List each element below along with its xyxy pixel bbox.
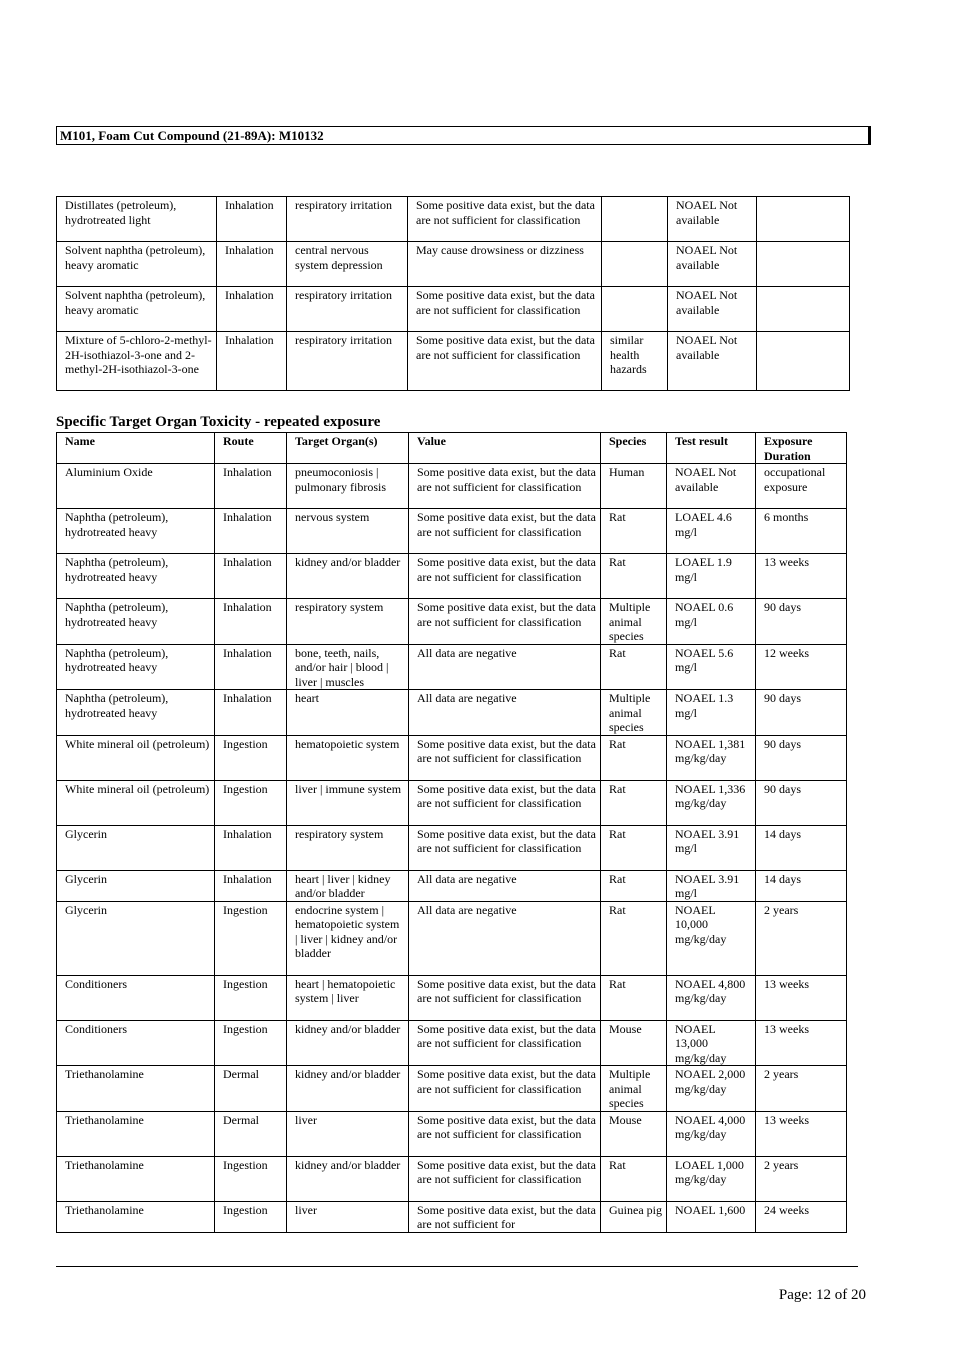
cell-result: NOAEL 0.6 mg/l <box>667 599 756 645</box>
cell-route: Inhalation <box>215 509 287 554</box>
repeated-exposure-table <box>56 432 847 1233</box>
cell-organ: heart | liver | kidney and/or bladder <box>287 870 409 901</box>
table-row <box>57 870 847 901</box>
cell-route: Ingestion <box>215 1201 287 1232</box>
cell-name: Glycerin <box>57 901 215 975</box>
cell-organ: liver <box>287 1111 409 1156</box>
cell-name: Solvent naphtha (petroleum), heavy aromatic <box>57 287 217 332</box>
cell-organ: endocrine system | hematopoietic system | liver | kidney and/or bladder <box>287 901 409 975</box>
cell-value: All data are negative <box>409 901 601 975</box>
cell-duration <box>757 242 850 287</box>
cell-name: Conditioners <box>57 1020 215 1066</box>
table-row <box>57 599 847 645</box>
cell-duration: 13 weeks <box>756 1111 847 1156</box>
cell-name: Naphtha (petroleum), hydrotreated heavy <box>57 690 215 736</box>
cell-result: NOAEL 2,000 mg/kg/day <box>667 1066 756 1112</box>
cell-species: Multiple animal species <box>601 599 667 645</box>
cell-name: Glycerin <box>57 870 215 901</box>
cell-duration: occupational exposure <box>756 464 847 509</box>
cell-result: NOAEL 13,000 mg/kg/day <box>667 1020 756 1066</box>
table-header-row <box>57 433 847 464</box>
cell-name: Conditioners <box>57 975 215 1020</box>
cell-value: Some positive data exist, but the data are not sufficient for classification <box>409 509 601 554</box>
cell-species: Rat <box>601 825 667 870</box>
cell-name: Triethanolamine <box>57 1156 215 1201</box>
cell-value: May cause drowsiness or dizziness <box>408 242 602 287</box>
cell-route: Inhalation <box>215 825 287 870</box>
header-value: Value <box>409 433 601 464</box>
header-exposure-duration: Exposure Duration <box>756 433 847 464</box>
cell-species <box>602 242 668 287</box>
single-exposure-table-continued <box>56 196 850 391</box>
cell-species: similar health hazards <box>602 332 668 391</box>
cell-organ: respiratory irritation <box>287 287 408 332</box>
cell-duration: 2 years <box>756 901 847 975</box>
cell-name: Naphtha (petroleum), hydrotreated heavy <box>57 554 215 599</box>
cell-duration: 13 weeks <box>756 554 847 599</box>
cell-route: Inhalation <box>215 644 287 690</box>
cell-species: Guinea pig <box>601 1201 667 1232</box>
cell-species: Mouse <box>601 1020 667 1066</box>
cell-route: Inhalation <box>215 690 287 736</box>
cell-name: Naphtha (petroleum), hydrotreated heavy <box>57 509 215 554</box>
cell-route: Dermal <box>215 1111 287 1156</box>
cell-result: NOAEL Not available <box>668 287 757 332</box>
header-name: Name <box>57 433 215 464</box>
cell-value: All data are negative <box>409 870 601 901</box>
header-species: Species <box>601 433 667 464</box>
cell-species: Rat <box>601 509 667 554</box>
table-row <box>57 242 850 287</box>
cell-result: NOAEL 10,000 mg/kg/day <box>667 901 756 975</box>
document-header <box>56 126 871 145</box>
cell-duration: 90 days <box>756 599 847 645</box>
cell-organ: kidney and/or bladder <box>287 1066 409 1112</box>
table-row <box>57 464 847 509</box>
cell-value: Some positive data exist, but the data are not sufficient for classification <box>409 780 601 825</box>
cell-species <box>602 197 668 242</box>
cell-species: Rat <box>601 735 667 780</box>
cell-result: NOAEL 5.6 mg/l <box>667 644 756 690</box>
cell-duration <box>757 332 850 391</box>
cell-value: Some positive data exist, but the data are not sufficient for classification <box>408 332 602 391</box>
cell-species <box>602 287 668 332</box>
table-row <box>57 690 847 736</box>
table-row <box>57 554 847 599</box>
cell-value: All data are negative <box>409 690 601 736</box>
cell-result: NOAEL 4,800 mg/kg/day <box>667 975 756 1020</box>
cell-route: Inhalation <box>217 287 287 332</box>
cell-organ: respiratory irritation <box>287 197 408 242</box>
cell-result: LOAEL 4.6 mg/l <box>667 509 756 554</box>
cell-value: Some positive data exist, but the data are not sufficient for classification <box>409 735 601 780</box>
cell-duration: 90 days <box>756 690 847 736</box>
cell-species: Rat <box>601 870 667 901</box>
cell-route: Dermal <box>215 1066 287 1112</box>
page-number: Page: 12 of 20 <box>778 1287 866 1303</box>
cell-value: Some positive data exist, but the data are not sufficient for classification <box>409 1111 601 1156</box>
cell-organ: hematopoietic system <box>287 735 409 780</box>
cell-duration: 13 weeks <box>756 975 847 1020</box>
cell-name: Triethanolamine <box>57 1111 215 1156</box>
table-row <box>57 644 847 690</box>
table-row <box>57 825 847 870</box>
cell-duration <box>757 287 850 332</box>
cell-duration: 13 weeks <box>756 1020 847 1066</box>
cell-duration <box>757 197 850 242</box>
header-test-result: Test result <box>667 433 756 464</box>
cell-value: Some positive data exist, but the data are not sufficient for classification <box>409 464 601 509</box>
cell-value: Some positive data exist, but the data are not sufficient for classification <box>408 197 602 242</box>
cell-value: Some positive data exist, but the data are not sufficient for <box>409 1201 601 1232</box>
cell-result: NOAEL Not available <box>667 464 756 509</box>
cell-duration: 2 years <box>756 1156 847 1201</box>
cell-species: Rat <box>601 644 667 690</box>
cell-result: NOAEL Not available <box>668 197 757 242</box>
cell-result: LOAEL 1.9 mg/l <box>667 554 756 599</box>
cell-result: NOAEL 1.3 mg/l <box>667 690 756 736</box>
header-target-organs: Target Organ(s) <box>287 433 409 464</box>
cell-result: NOAEL 1,336 mg/kg/day <box>667 780 756 825</box>
cell-route: Ingestion <box>215 1156 287 1201</box>
table-row <box>57 332 850 391</box>
cell-value: Some positive data exist, but the data are not sufficient for classification <box>409 554 601 599</box>
cell-duration: 14 days <box>756 825 847 870</box>
cell-value: Some positive data exist, but the data are not sufficient for classification <box>409 1156 601 1201</box>
table-row <box>57 1156 847 1201</box>
cell-name: Mixture of 5-chloro-2-methyl-2H-isothiazol-3-one and 2-methyl-2H-isothiazol-3-one <box>57 332 217 391</box>
cell-name: Aluminium Oxide <box>57 464 215 509</box>
cell-route: Inhalation <box>215 464 287 509</box>
cell-name: Naphtha (petroleum), hydrotreated heavy <box>57 599 215 645</box>
cell-species: Rat <box>601 554 667 599</box>
cell-species: Multiple animal species <box>601 1066 667 1112</box>
cell-duration: 14 days <box>756 870 847 901</box>
cell-route: Ingestion <box>215 1020 287 1066</box>
cell-organ: nervous system <box>287 509 409 554</box>
table-row <box>57 735 847 780</box>
cell-result: NOAEL 3.91 mg/l <box>667 825 756 870</box>
cell-organ: respiratory irritation <box>287 332 408 391</box>
cell-species: Rat <box>601 975 667 1020</box>
cell-value: Some positive data exist, but the data are not sufficient for classification <box>409 599 601 645</box>
cell-route: Inhalation <box>217 197 287 242</box>
cell-value: Some positive data exist, but the data are not sufficient for classification <box>409 1020 601 1066</box>
cell-result: NOAEL 1,381 mg/kg/day <box>667 735 756 780</box>
cell-organ: central nervous system depression <box>287 242 408 287</box>
cell-duration: 2 years <box>756 1066 847 1112</box>
cell-name: White mineral oil (petroleum) <box>57 780 215 825</box>
cell-route: Inhalation <box>215 554 287 599</box>
cell-value: Some positive data exist, but the data are not sufficient for classification <box>409 975 601 1020</box>
cell-result: NOAEL 3.91 mg/l <box>667 870 756 901</box>
cell-organ: bone, teeth, nails, and/or hair | blood | liver | muscles <box>287 644 409 690</box>
cell-duration: 6 months <box>756 509 847 554</box>
header-route: Route <box>215 433 287 464</box>
cell-value: All data are negative <box>409 644 601 690</box>
cell-species: Rat <box>601 901 667 975</box>
cell-route: Inhalation <box>217 242 287 287</box>
cell-name: Naphtha (petroleum), hydrotreated heavy <box>57 644 215 690</box>
cell-value: Some positive data exist, but the data are not sufficient for classification <box>408 287 602 332</box>
cell-route: Inhalation <box>215 870 287 901</box>
cell-result: NOAEL 4,000 mg/kg/day <box>667 1111 756 1156</box>
cell-duration: 90 days <box>756 780 847 825</box>
cell-organ: heart | hematopoietic system | liver <box>287 975 409 1020</box>
section-title: Specific Target Organ Toxicity - repeated exposure <box>56 414 381 430</box>
cell-result: NOAEL Not available <box>668 332 757 391</box>
cell-organ: kidney and/or bladder <box>287 1156 409 1201</box>
table-row <box>57 287 850 332</box>
cell-route: Ingestion <box>215 901 287 975</box>
cell-route: Inhalation <box>217 332 287 391</box>
cell-organ: heart <box>287 690 409 736</box>
cell-name: Triethanolamine <box>57 1201 215 1232</box>
cell-organ: kidney and/or bladder <box>287 1020 409 1066</box>
footer-divider <box>56 1266 858 1267</box>
cell-organ: liver | immune system <box>287 780 409 825</box>
table-row <box>57 1201 847 1232</box>
cell-result: NOAEL Not available <box>668 242 757 287</box>
document-title: M101, Foam Cut Compound (21-89A): M10132 <box>60 128 324 143</box>
cell-organ: kidney and/or bladder <box>287 554 409 599</box>
cell-name: Solvent naphtha (petroleum), heavy aromatic <box>57 242 217 287</box>
cell-name: Distillates (petroleum), hydrotreated light <box>57 197 217 242</box>
cell-duration: 90 days <box>756 735 847 780</box>
table-row <box>57 975 847 1020</box>
cell-species: Mouse <box>601 1111 667 1156</box>
cell-species: Human <box>601 464 667 509</box>
cell-result: NOAEL 1,600 <box>667 1201 756 1232</box>
cell-organ: liver <box>287 1201 409 1232</box>
table-row <box>57 509 847 554</box>
table-row <box>57 197 850 242</box>
table-row <box>57 901 847 975</box>
cell-name: Glycerin <box>57 825 215 870</box>
cell-route: Ingestion <box>215 975 287 1020</box>
cell-species: Rat <box>601 780 667 825</box>
cell-organ: pneumoconiosis | pulmonary fibrosis <box>287 464 409 509</box>
table-row <box>57 1111 847 1156</box>
cell-route: Ingestion <box>215 780 287 825</box>
table-row <box>57 780 847 825</box>
cell-duration: 24 weeks <box>756 1201 847 1232</box>
cell-route: Ingestion <box>215 735 287 780</box>
cell-value: Some positive data exist, but the data are not sufficient for classification <box>409 1066 601 1112</box>
cell-name: Triethanolamine <box>57 1066 215 1112</box>
cell-organ: respiratory system <box>287 599 409 645</box>
cell-organ: respiratory system <box>287 825 409 870</box>
table-row <box>57 1066 847 1112</box>
cell-name: White mineral oil (petroleum) <box>57 735 215 780</box>
cell-result: LOAEL 1,000 mg/kg/day <box>667 1156 756 1201</box>
cell-species: Multiple animal species <box>601 690 667 736</box>
table-row <box>57 1020 847 1066</box>
cell-value: Some positive data exist, but the data are not sufficient for classification <box>409 825 601 870</box>
cell-species: Rat <box>601 1156 667 1201</box>
cell-route: Inhalation <box>215 599 287 645</box>
cell-duration: 12 weeks <box>756 644 847 690</box>
